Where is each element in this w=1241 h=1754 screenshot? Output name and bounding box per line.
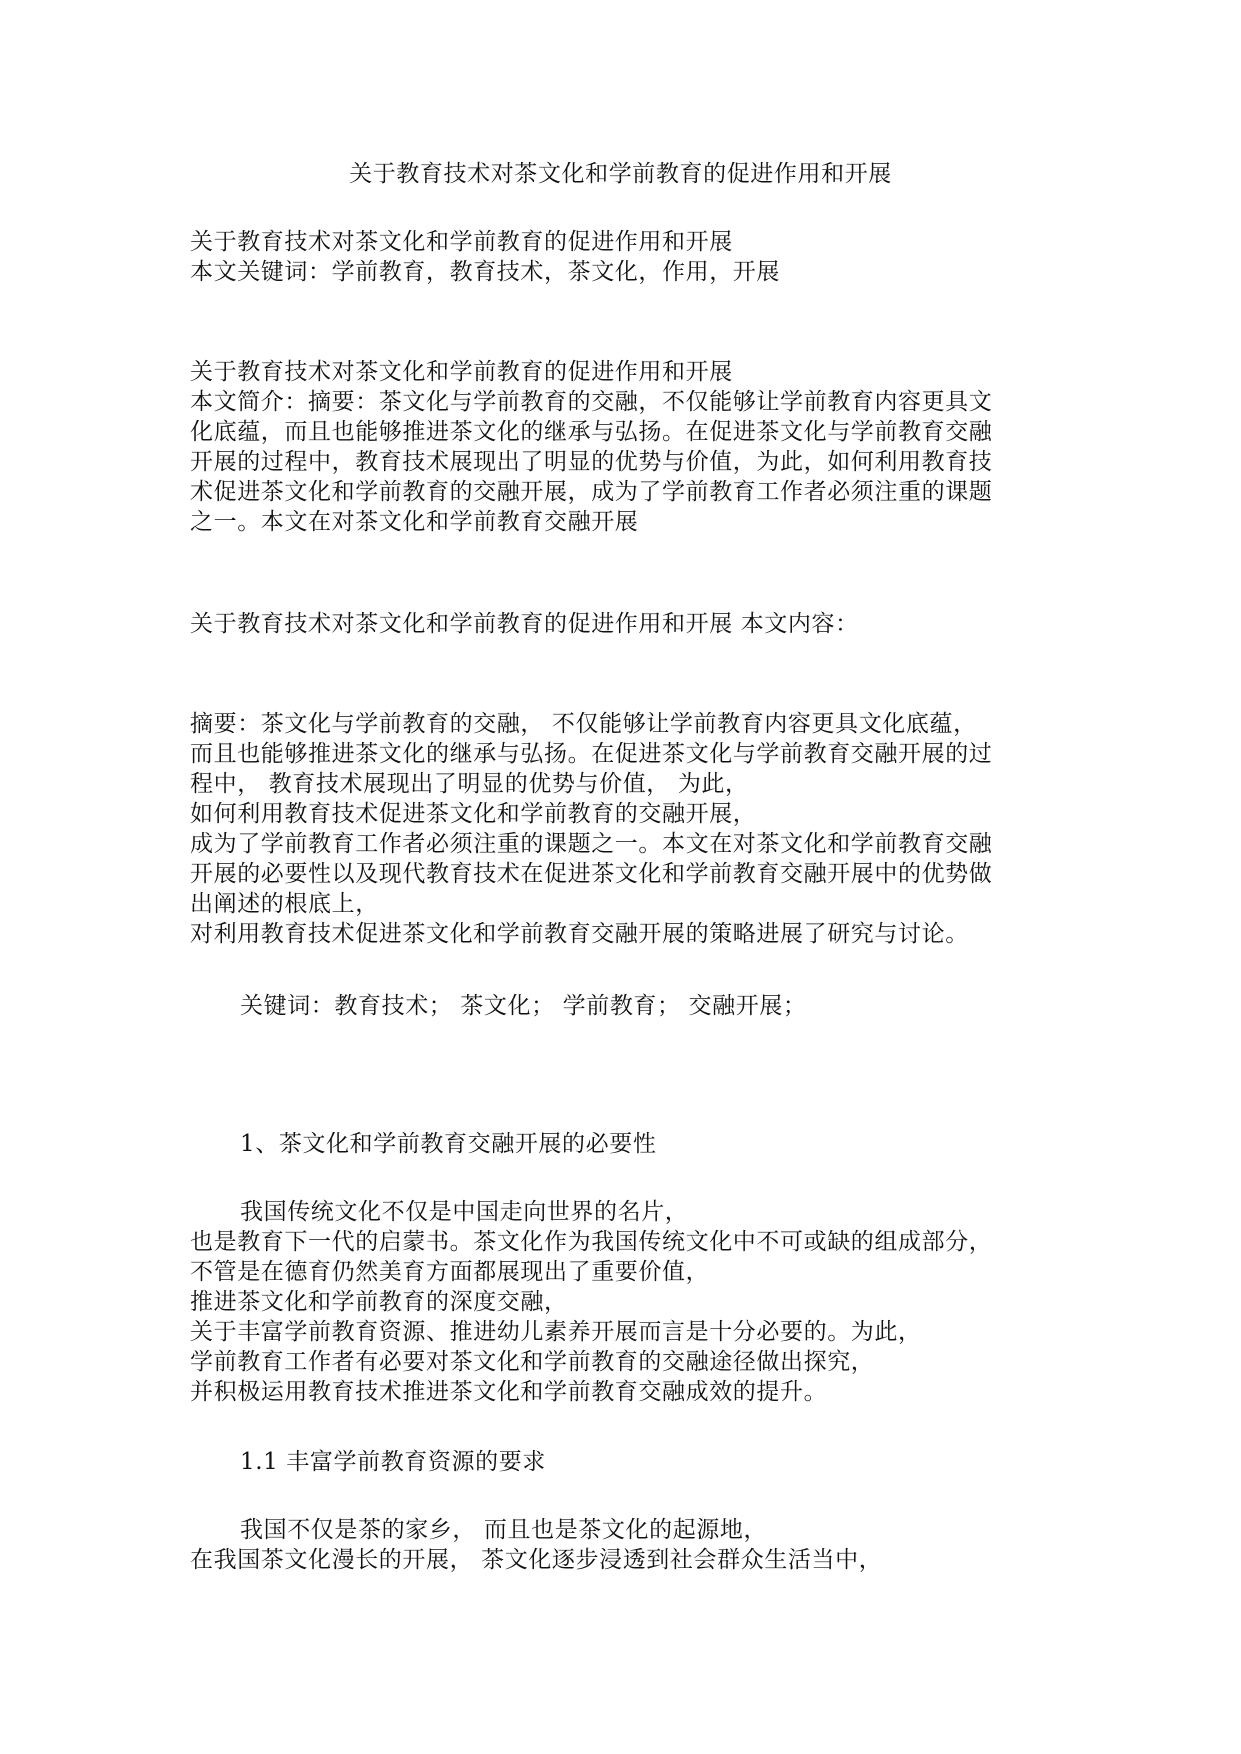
intro-line: 化底蕴，而且也能够推进茶文化的继承与弘扬。在促进茶文化与学前教育交融 xyxy=(190,419,993,445)
section1-1-heading: 1.1 丰富学前教育资源的要求 xyxy=(240,1449,546,1475)
section1-para-line: 并积极运用教育技术推进茶文化和学前教育交融成效的提升。 xyxy=(190,1379,828,1405)
section1-para-line: 我国传统文化不仅是中国走向世界的名片， xyxy=(240,1199,689,1225)
intro-line: 关于教育技术对茶文化和学前教育的促进作用和开展 xyxy=(190,359,733,385)
section1-heading: 1、茶文化和学前教育交融开展的必要性 xyxy=(240,1131,657,1157)
section1-para-line: 学前教育工作者有必要对茶文化和学前教育的交融途径做出探究， xyxy=(190,1349,875,1375)
intro-line: 术促进茶文化和学前教育的交融开展，成为了学前教育工作者必须注重的课题 xyxy=(190,479,993,505)
abstract-line: 成为了学前教育工作者必须注重的课题之一。本文在对茶文化和学前教育交融 xyxy=(190,831,993,857)
section1-para-line: 也是教育下一代的启蒙书。茶文化作为我国传统文化中不可或缺的组成部分， xyxy=(190,1229,993,1255)
abstract-line: 对利用教育技术促进茶文化和学前教育交融开展的策略进展了研究与讨论。 xyxy=(190,921,969,947)
abstract-line: 开展的必要性以及现代教育技术在促进茶文化和学前教育交融开展中的优势做 xyxy=(190,861,993,887)
section1-1-para-line: 在我国茶文化漫长的开展， 茶文化逐步浸透到社会群众生活当中， xyxy=(190,1547,883,1573)
abstract-line: 而且也能够推进茶文化的继承与弘扬。在促进茶文化与学前教育交融开展的过 xyxy=(190,741,993,767)
section1-para-line: 不管是在德育仍然美育方面都展现出了重要价值， xyxy=(190,1259,710,1285)
abstract-line: 摘要：茶文化与学前教育的交融， 不仅能够让学前教育内容更具文化底蕴， xyxy=(190,711,977,737)
intro-line: 开展的过程中，教育技术展现出了明显的优势与价值，为此，如何利用教育技 xyxy=(190,449,993,475)
header-title-line: 关于教育技术对茶文化和学前教育的促进作用和开展 xyxy=(190,229,733,255)
section1-para-line: 关于丰富学前教育资源、推进幼儿素养开展而言是十分必要的。为此， xyxy=(190,1319,922,1345)
section1-para-line: 推进茶文化和学前教育的深度交融， xyxy=(190,1289,568,1315)
intro-line: 本文简介：摘要：茶文化与学前教育的交融，不仅能够让学前教育内容更具文 xyxy=(190,389,993,415)
abstract-line: 程中， 教育技术展现出了明显的优势与价值， 为此， xyxy=(190,771,749,797)
content-heading: 关于教育技术对茶文化和学前教育的促进作用和开展 本文内容： xyxy=(190,611,859,637)
abstract-line: 如何利用教育技术促进茶文化和学前教育的交融开展， xyxy=(190,801,757,827)
header-keywords-line: 本文关键词：学前教育，教育技术，茶文化，作用，开展 xyxy=(190,259,780,285)
document-title: 关于教育技术对茶文化和学前教育的促进作用和开展 xyxy=(349,161,892,187)
abstract-line: 出阐述的根底上， xyxy=(190,891,379,917)
section1-1-para-line: 我国不仅是茶的家乡， 而且也是茶文化的起源地， xyxy=(240,1517,768,1543)
intro-line: 之一。本文在对茶文化和学前教育交融开展 xyxy=(190,509,639,535)
keywords-line: 关键词：教育技术； 茶文化； 学前教育； 交融开展； xyxy=(240,993,807,1019)
